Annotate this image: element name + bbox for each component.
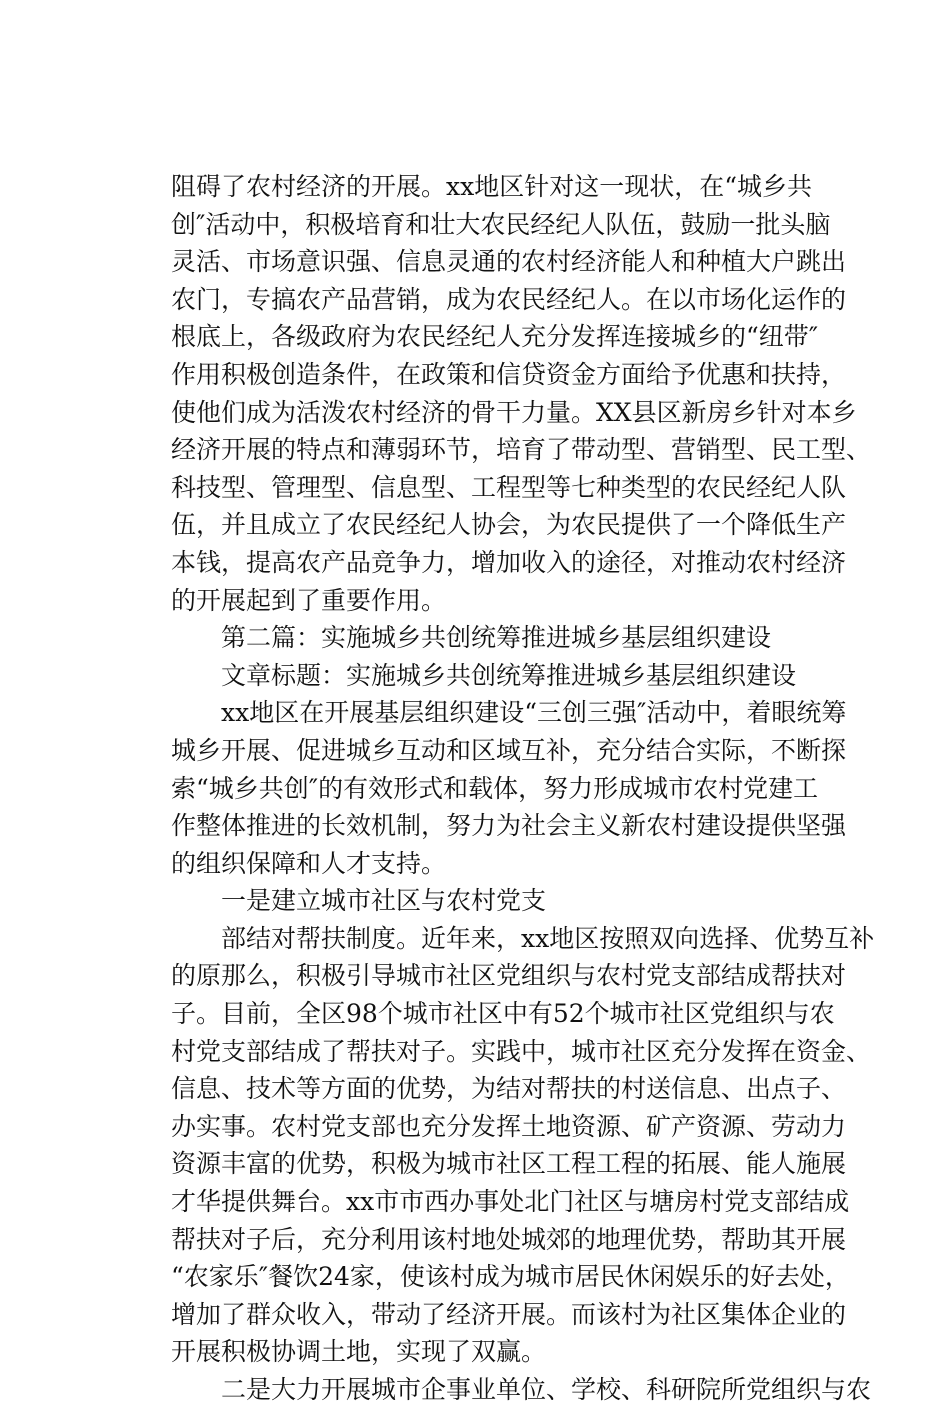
text-line: 作用积极创造条件，在政策和信贷资金方面给予优惠和扶持， — [171, 359, 847, 389]
text-line: 作整体推进的长效机制，努力为社会主义新农村建设提供坚强 — [171, 811, 847, 841]
text-line: 城乡开展、促进城乡互动和区域互补，充分结合实际，不断探 — [171, 735, 847, 765]
text-line: 灵活、市场意识强、信息灵通的农村经济能人和种植大户跳出 — [171, 247, 847, 277]
text-line: 创″活动中，积极培育和壮大农民经纪人队伍，鼓励一批头脑 — [171, 209, 831, 239]
text-line: 科技型、管理型、信息型、工程型等七种类型的农民经纪人队 — [171, 472, 847, 502]
text-line: 农门，专搞农产品营销，成为农民经纪人。在以市场化运作的 — [171, 284, 847, 314]
section-heading-one: 一是建立城市社区与农村党支 — [221, 886, 547, 916]
article-title: 文章标题：实施城乡共创统筹推进城乡基层组织建设 — [221, 660, 797, 690]
text-line: 经济开展的特点和薄弱环节，培育了带动型、营销型、民工型、 — [171, 435, 872, 465]
text-line: xx地区在开展基层组织建设“三创三强″活动中，着眼统筹 — [221, 698, 847, 728]
text-line: 根底上，各级政府为农民经纪人充分发挥连接城乡的“纽带″ — [171, 322, 819, 352]
text-line: 村党支部结成了帮扶对子。实践中，城市社区充分发挥在资金、 — [171, 1036, 872, 1066]
text-line: 办实事。农村党支部也充分发挥土地资源、矿产资源、劳动力 — [171, 1111, 847, 1141]
text-line: 二是大力开展城市企事业单位、学校、科研院所党组织与农 — [221, 1375, 872, 1404]
paragraph-community-pairing — [171, 920, 875, 1371]
chapter-heading: 第二篇：实施城乡共创统筹推进城乡基层组织建设 — [221, 623, 772, 653]
text-line: 阻碍了农村经济的开展。xx地区针对这一现状，在“城乡共 — [171, 172, 812, 201]
text-line: 的组织保障和人才支持。 — [171, 848, 447, 878]
text-line: 资源丰富的优势，积极为城市社区工程工程的拓展、能人施展 — [171, 1149, 847, 1179]
text-line: 伍，并且成立了农民经纪人协会，为农民提供了一个降低生产 — [171, 510, 847, 540]
text-line: 增加了群众收入，带动了经济开展。而该村为社区集体企业的 — [171, 1299, 847, 1329]
text-line: 子。目前，全区98个城市社区中有52个城市社区党组织与农 — [171, 999, 835, 1029]
text-line: 帮扶对子后，充分利用该村地处城郊的地理优势，帮助其开展 — [171, 1224, 847, 1254]
paragraph-economic-brokers — [171, 168, 872, 619]
text-line: 索“城乡共创″的有效形式和载体，努力形成城市农村党建工 — [171, 773, 819, 803]
text-line: 本钱，提高农产品竞争力，增加收入的途径，对推动农村经济 — [171, 547, 847, 577]
paragraph-enterprise-pairing — [171, 1371, 872, 1409]
text-line: 开展积极协调土地，实现了双赢。 — [171, 1337, 547, 1367]
text-line: 的原那么，积极引导城市社区党组织与农村党支部结成帮扶对 — [171, 961, 847, 991]
document-body — [171, 168, 875, 1409]
paragraph-overview — [171, 694, 847, 882]
text-line: 使他们成为活泼农村经济的骨干力量。XX县区新房乡针对本乡 — [171, 397, 857, 427]
text-line: 才华提供舞台。xx市市西办事处北门社区与塘房村党支部结成 — [171, 1187, 850, 1217]
text-line: 部结对帮扶制度。近年来，xx地区按照双向选择、优势互补 — [221, 923, 875, 953]
text-line: 信息、技术等方面的优势，为结对帮扶的村送信息、出点子、 — [171, 1074, 847, 1104]
text-line: “农家乐″餐饮24家，使该村成为城市居民休闲娱乐的好去处， — [171, 1262, 850, 1292]
text-line: 的开展起到了重要作用。 — [171, 585, 447, 615]
